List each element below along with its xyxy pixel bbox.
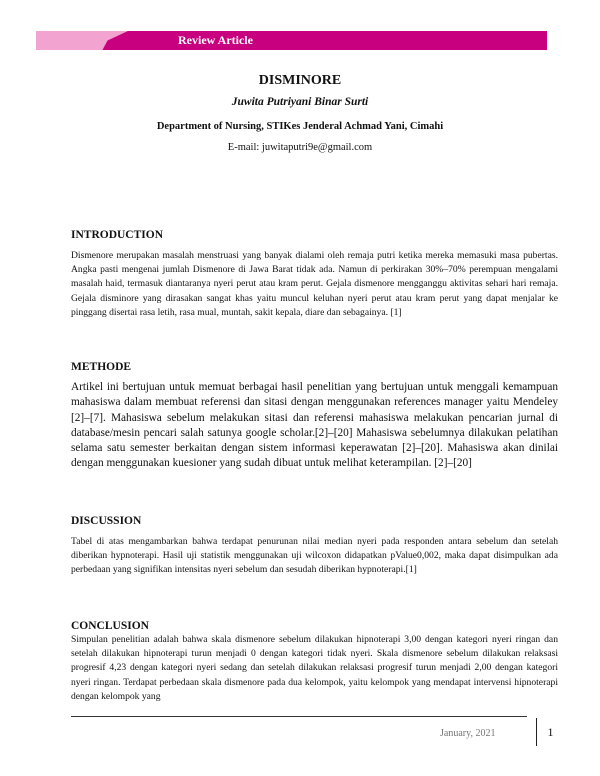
footer-date: January, 2021 [440,728,496,739]
author-affiliation: Department of Nursing, STIKes Jenderal Achmad Yani, Cimahi [156,121,444,132]
conclusion-text: Simpulan penelitian adalah bahwa skala dismenore sebelum dilakukan hipnoterapi 3,00 dengan kategori nyeri ringan dan setelah dilakukan hipnoterapi turun menjadi 0 dengan kategori tidak nyeri. Skala dismenore sebelum dilakukan relaksasi progresif 4,23 dengan kategori nyeri sedang dan setelah dilakukan relaksasi progresif turun menjadi 2,00 dengan kategori nyeri ringan. Terdapat perbedaan skala dismenore pada dua kelompok, yaitu kelompok yang mendapat intervensi hipnoterapi dengan kelompok yang [71,634,558,702]
methode-text: Artikel ini bertujuan untuk memuat berbagai hasil penelitian yang bertujuan untuk menggali kemampuan mahasiswa dalam membuat referensi dan sitasi dengan menggunakan references manager yaitu Mendeley [2]–[7]. Mahasiswa sebelum melakukan sitasi dan referensi mahasiswa melakukan pencarian jurnal di database/mesin pencari salah satunya google scholar.[2]–[20] Mahasiswa sebelumnya dilakukan pelatihan selama satu semester berkaitan dengan sistem informasi keperawatan [2]–[20]. Mahasiswa akan dinilai dengan menggunakan kuesioner yang sudah dibuat untuk melihat keterampilan. [2]–[20] [71,381,558,470]
discussion-heading: DISCUSSION [71,515,142,527]
author-email: E-mail: juwitaputri9e@gmail.com [227,142,373,153]
author-name: Juwita Putriyani Binar Surti [231,96,369,108]
conclusion-heading: CONCLUSION [71,620,149,632]
page-number: 1 [536,718,564,746]
introduction-text: Dismenore merupakan masalah menstruasi yang banyak dialami oleh remaja putri ketika mereka memasuki masa pubertas. Angka pasti mengenai jumlah Dismenore di Jawa Barat tidak ada. Namun di perkirakan 30%–70% perempuan mengalami masalah haid, termasuk diantaranya nyeri perut atau kram perut. Gejala dismenore mengganggu aktivitas sehari hari remaja. Gejala disminore yang dirasakan sangat khas yaitu muncul keluhan nyeri perut atau kram perut yang dapat menjalar ke pinggang disertai rasa letih, rasa mual, muntah, sakit kepala, diare dan sebagainya. [1] [71,250,558,318]
paper-title: DISMINORE [258,73,342,88]
introduction-heading: INTRODUCTION [71,229,164,241]
discussion-text: Tabel di atas mengambarkan bahwa terdapat penurunan nilai median nyeri pada responden antara sebelum dan setelah diberikan hypnoterapi. Hasil uji statistik menggunakan uji wilcoxon didapatkan pValue0,002, maka dapat disimpulkan ada perbedaan yang signifikan intensitas nyeri sebelum dan sesudah diberikan hypnoterapi.[1] [71,536,558,576]
methode-heading: METHODE [71,361,132,373]
footer-rule [71,716,527,717]
article-type-label: Review Article [178,33,253,47]
